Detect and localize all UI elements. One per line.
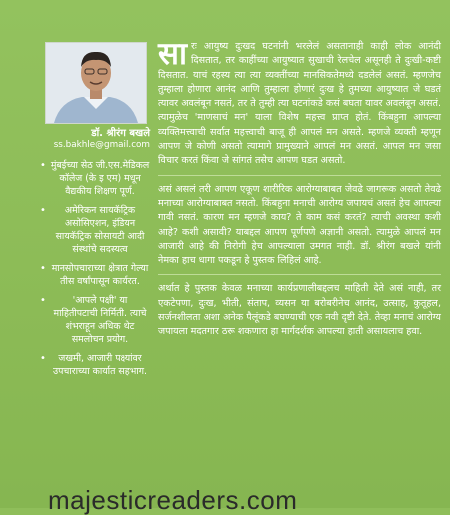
bullet-icon: • xyxy=(40,353,46,364)
bullet-icon: • xyxy=(40,160,46,171)
section-divider xyxy=(158,175,441,176)
article-body xyxy=(158,36,441,346)
list-item xyxy=(38,204,150,256)
credential-text: अमेरिकन सायकॅट्रिक असोसिएशन, इंडियन सायकॅट्रिक सोसायटी आदी संस्थांचे सदस्यत्व xyxy=(55,205,145,255)
author-sidebar xyxy=(38,128,150,384)
list-item xyxy=(38,159,150,198)
author-credentials-list xyxy=(38,159,150,378)
author-portrait-image xyxy=(46,43,146,123)
author-name: डॉ. श्रीरंग बखले xyxy=(91,128,150,139)
paragraph-book-summary: अर्थात हे पुस्तक केवळ मनाच्या कार्यप्रणालीबद्दलच माहिती देते असं नाही, तर एकटेपणा, दुःख, भीती, संताप, व्यसन या बरोबरीनेच आनंद, उत्साह, कुतूहल, सर्जनशीलता अशा अनेक पैलूंकडे बघण्याची एक नवी दृष्टी देते. तेव्हा मनाचं आरोग्य जपायला मदतगार ठरू शकणारा हा मार्गदर्शक आपल्या हाती असायलाच हवा. xyxy=(158,283,441,338)
paragraph-intro xyxy=(158,36,441,169)
paragraph-mind-health: असं असलं तरी आपण एकूण शारीरिक आरोग्याबाबत जेवढे जागरूक असतो तेवढे मनाच्या आरोग्याबाबत नसतो. किंबहुना मनाची आरोग्य जपायचं असतं हेच आपल्या गावी नसतं. कारण मन म्हणजे काय? ते काम कसं करतं? त्याची अवस्था कशी आहे? कशी असावी? याबद्दल आपण पूर्णपणे अज्ञानी असतो. त्यामुळे आपलं मन आजारी आहे की निरोगी हेच आपल्याला उमगत नाही. डॉ. श्रीरंग बखले यांनी नेमका हाच धागा पकडून हे पुस्तक लिहिलं आहे. xyxy=(158,183,441,267)
credential-text: मुंबईच्या सेठ जी.एस.मेडिकल कॉलेज (के इ एम) मधून वैद्यकीय शिक्षण पूर्ण. xyxy=(50,160,150,197)
credential-text: मानसोपचाराच्या क्षेत्रात गेल्या तीस वर्षांपासून कार्यरत. xyxy=(51,263,149,287)
author-photo xyxy=(45,42,147,124)
author-email: ss.bakhle@gmail.com xyxy=(53,140,150,150)
credential-text: जखमी, आजारी पक्ष्यांवर उपचाराच्या कार्यात सहभाग. xyxy=(52,353,148,377)
credential-text: 'आपले पक्षी' या माहितीपटाची निर्मिती. त्याचे शंभराहून अधिक थेट समलोचन प्रयोग. xyxy=(53,295,147,345)
paragraph-intro-text: रः आयुष्य दुःखद घटनांनी भरलेलं असतानाही काही लोक आनंदी दिसतात, तर काहींच्या आयुष्यात सुखाची रेलचेल असूनही ते दुःखी-कष्टी दिसतात. याचं रहस्य त्या त्या व्यक्तींच्या मानसिकतेमध्ये दडलेलं असतं. म्हणजेच तुम्हाला होणारा आनंद आणि तुम्हाला होणारं दुःख हे तुमच्या आयुष्यात जे घडतं त्यावर अवलंबून नसतं, तर ते तुम्ही त्या घटनांकडे कसं बघता यावर अवलंबून असतं. त्यामुळेच 'माणसाचं मन' याला विशेष महत्त्व प्राप्त होतं. किंबहुना आपल्या व्यक्तिमत्त्वाची सर्वात महत्त्वाची बाजू ही आपलं मन असते. म्हणजे व्यक्ती म्हणून आपण जे कोणी असतो त्यामागे प्रामुख्याने आपलं मन असतं. आपल मन जसा विचार करतं किंवा जे सांगतं तसेच आपण घडत असतो. xyxy=(158,41,441,167)
bullet-icon: • xyxy=(40,295,46,306)
drop-cap: सा xyxy=(158,36,187,72)
section-divider xyxy=(158,274,441,275)
watermark-text: majesticreaders.com xyxy=(48,485,298,515)
bullet-icon: • xyxy=(40,263,46,274)
bullet-icon: • xyxy=(40,205,46,216)
list-item xyxy=(38,262,150,288)
list-item xyxy=(38,352,150,378)
list-item xyxy=(38,294,150,346)
